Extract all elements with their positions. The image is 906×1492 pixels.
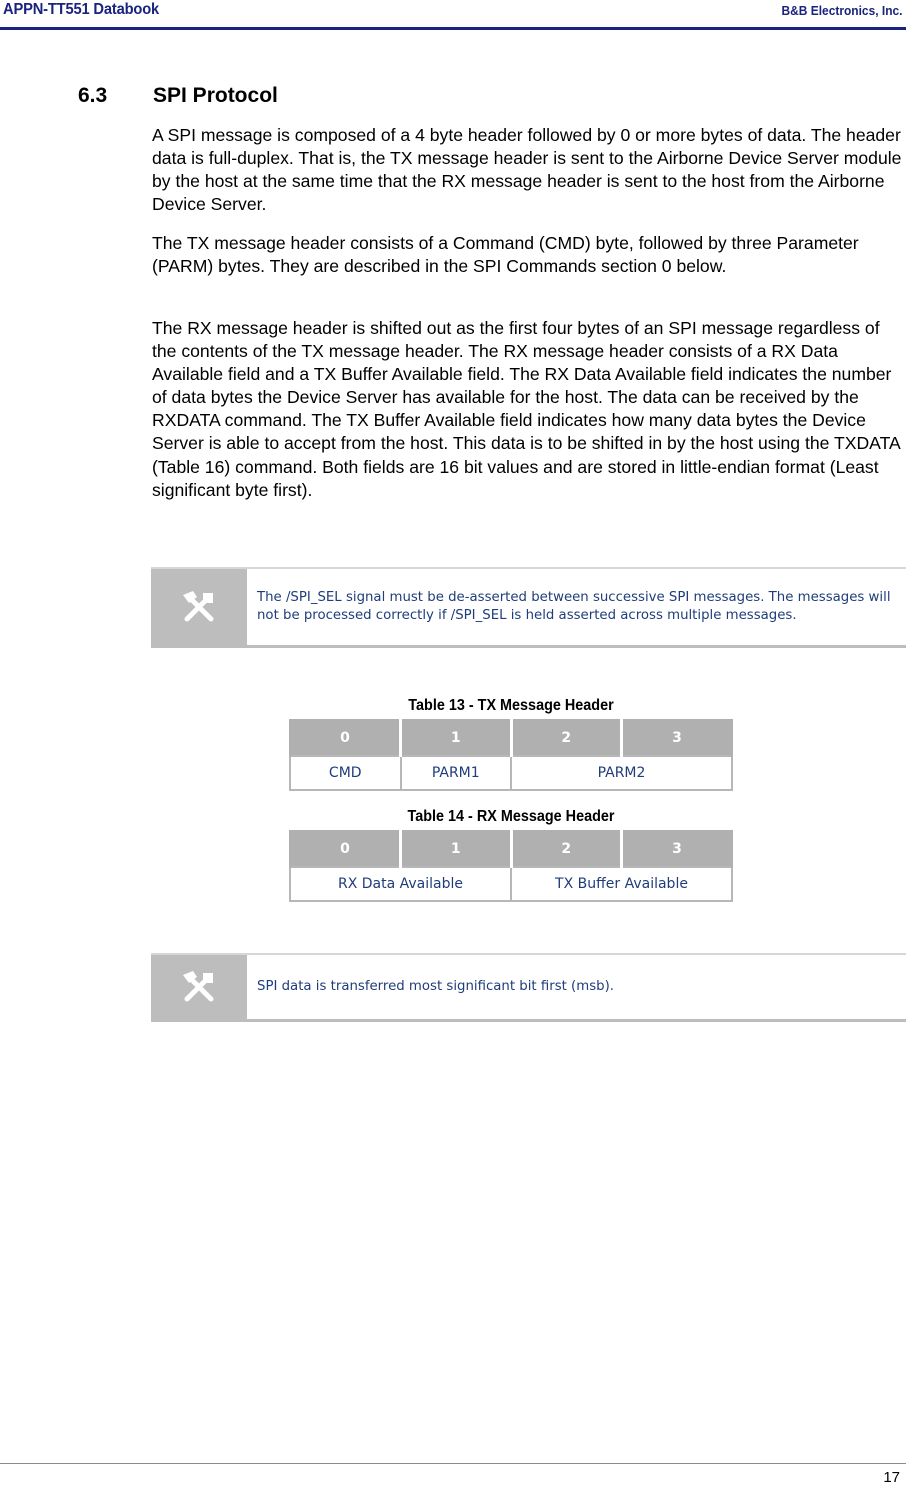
note-box-1 (151, 567, 906, 648)
tools-icon (151, 569, 247, 645)
rx-message-header-table (289, 830, 733, 902)
header-divider (0, 27, 906, 30)
rx-data-available-cell: RX Data Available (290, 867, 511, 901)
paragraph-3: The RX message header is shifted out as the first four bytes of an SPI message regardless of the contents of the TX message header. The RX message header consists of a RX Data Available field and a TX Buffer Available field. The RX Data Available field indicates the number of data bytes the Device Server has available for the host. The data can be received by the RXDATA command. The TX Buffer Available field indicates how many data bytes the Device Server is able to accept from the host. This data is to be shifted in by the host using the TXDATA (Table 16) command. Both fields are 16 bit values and are stored in little-endian format (Least significant byte first). (152, 318, 900, 500)
paragraph-2: The TX message header consists of a Command (CMD) byte, followed by three Parameter (PARM) bytes. They are described in the SPI Commands section 0 below. (152, 233, 859, 277)
table-14-caption: Table 14 - RX Message Header (407, 808, 615, 825)
table-header-row (290, 720, 732, 756)
tools-icon (151, 955, 247, 1019)
table-header-row (290, 831, 732, 867)
cmd-cell: CMD (290, 756, 401, 790)
tx-buffer-available-cell: TX Buffer Available (511, 867, 732, 901)
byte-2-header: 2 (511, 720, 622, 756)
section-title: SPI Protocol (153, 84, 278, 107)
byte-3-header: 3 (622, 831, 733, 867)
section-number: 6.3 (78, 84, 108, 107)
table-row (290, 756, 732, 790)
note-text-1: The /SPI_SEL signal must be de-asserted between successive SPI messages. The messages will not be processed correctly if /SPI_SEL is held asserted across multiple messages. (257, 590, 891, 623)
byte-1-header: 1 (401, 831, 512, 867)
document-title: APPN-TT551 Databook (3, 1, 160, 18)
paragraph-1: A SPI message is composed of a 4 byte header followed by 0 or more bytes of data. The header data is full-duplex. That is, the TX message header is sent to the Airborne Device Server module by the host at the same time that the RX message header is sent to the host from the Airborne Device Server. (152, 125, 902, 215)
parm1-cell: PARM1 (401, 756, 512, 790)
parm2-cell: PARM2 (511, 756, 732, 790)
byte-0-header: 0 (290, 831, 401, 867)
byte-1-header: 1 (401, 720, 512, 756)
footer-divider (0, 1463, 906, 1464)
byte-0-header: 0 (290, 720, 401, 756)
table-13-caption: Table 13 - TX Message Header (408, 697, 614, 714)
byte-3-header: 3 (622, 720, 733, 756)
note-box-2 (151, 953, 906, 1022)
byte-2-header: 2 (511, 831, 622, 867)
tx-message-header-table (289, 719, 733, 791)
page-number: 17 (883, 1469, 900, 1486)
company-name: B&B Electronics, Inc. (781, 3, 902, 18)
table-row (290, 867, 732, 901)
note-text-2: SPI data is transferred most significant bit first (msb). (257, 979, 614, 994)
